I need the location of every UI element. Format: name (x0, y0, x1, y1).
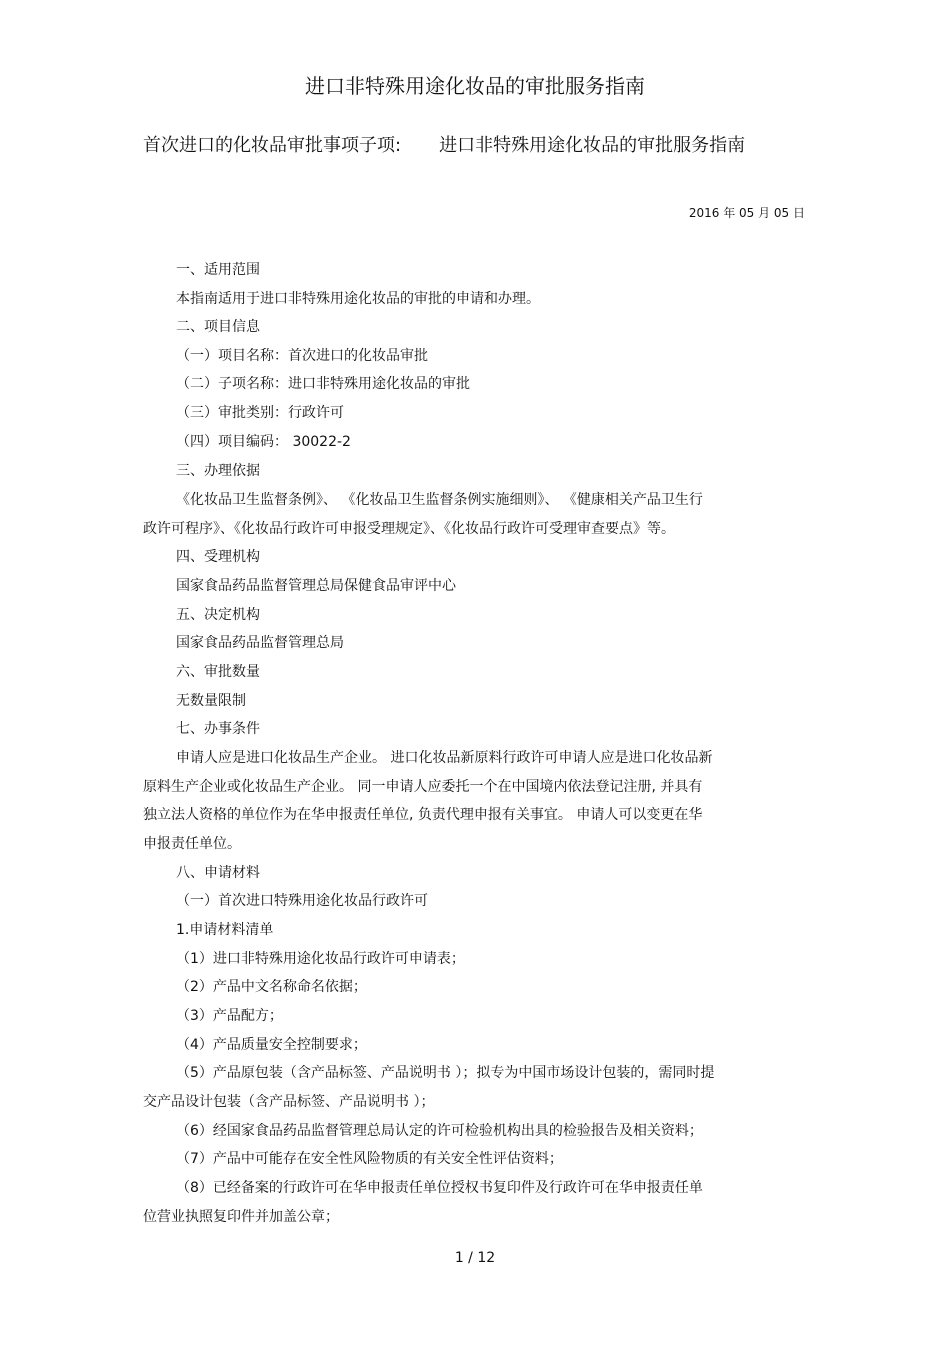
section-heading: 四、受理机构 (176, 549, 260, 565)
list-item: （8）已经备案的行政许可在华申报责任单位授权书复印件及行政许可在华申报责任单 (176, 1180, 703, 1196)
list-item: （7）产品中可能存在安全性风险物质的有关安全性评估资料； (176, 1151, 563, 1167)
list-item: （二）子项名称：进口非特殊用途化妆品的审批 (176, 376, 470, 392)
list-item: （四）项目编码： 30022-2 (176, 434, 351, 450)
paragraph-line: 国家食品药品监督管理总局 (176, 635, 344, 651)
paragraph-line: 位营业执照复印件并加盖公章； (143, 1209, 339, 1225)
paragraph-line: 独立法人资格的单位作为在华申报责任单位, 负责代理申报有关事宜。 申请人可以变更在华 (143, 807, 703, 823)
paragraph-line: 原料生产企业或化妆品生产企业。 同一申请人应委托一个在中国境内依法登记注册, 并具有 (143, 779, 703, 795)
list-item: （3）产品配方； (176, 1008, 283, 1024)
document-date: 2016 年 05 月 05 日 (688, 206, 805, 220)
list-item: （2）产品中文名称命名依据； (176, 979, 367, 995)
list-item: 1.申请材料清单 (176, 922, 274, 938)
paragraph-line: 国家食品药品监督管理总局保健食品审评中心 (176, 578, 456, 594)
section-heading: 一、适用范围 (176, 262, 260, 278)
document-title: 进口非特殊用途化妆品的审批服务指南 (305, 74, 645, 98)
paragraph-line: 申请人应是进口化妆品生产企业。 进口化妆品新原料行政许可申请人应是进口化妆品新 (176, 750, 713, 766)
subtitle-right: 进口非特殊用途化妆品的审批服务指南 (439, 135, 746, 156)
section-heading: 五、决定机构 (176, 607, 260, 623)
list-item: （1）进口非特殊用途化妆品行政许可申请表； (176, 951, 465, 967)
section-heading: 七、办事条件 (176, 721, 260, 737)
paragraph-line: 申报责任单位。 (143, 836, 241, 852)
page-number: 1 / 12 (454, 1250, 496, 1266)
list-item: （6）经国家食品药品监督管理总局认定的许可检验机构出具的检验报告及相关资料； (176, 1123, 703, 1139)
paragraph-line: 本指南适用于进口非特殊用途化妆品的审批的申请和办理。 (176, 291, 540, 307)
list-item: （三）审批类别：行政许可 (176, 405, 344, 421)
section-heading: 二、项目信息 (176, 319, 260, 335)
section-heading: 六、审批数量 (176, 664, 260, 680)
list-item: （一）项目名称：首次进口的化妆品审批 (176, 348, 428, 364)
list-item: （4）产品质量安全控制要求； (176, 1037, 367, 1053)
document-subtitle (143, 131, 745, 157)
subtitle-left: 首次进口的化妆品审批事项子项: (143, 135, 402, 156)
section-heading: 三、办理依据 (176, 463, 260, 479)
section-heading: 八、申请材料 (176, 865, 260, 881)
list-item: （5）产品原包装（含产品标签、产品说明书 ）；拟专为中国市场设计包装的，需同时提 (176, 1065, 715, 1081)
paragraph-line: 无数量限制 (176, 693, 246, 709)
paragraph-line: 政许可程序》、《化妆品行政许可申报受理规定》、《化妆品行政许可受理审查要点》等。 (143, 521, 675, 537)
paragraph-line: 《化妆品卫生监督条例》、 《化妆品卫生监督条例实施细则》、 《健康相关产品卫生行 (176, 492, 703, 508)
paragraph-line: 交产品设计包装（含产品标签、产品说明书 ）； (143, 1094, 435, 1110)
list-item: （一）首次进口特殊用途化妆品行政许可 (176, 893, 428, 909)
